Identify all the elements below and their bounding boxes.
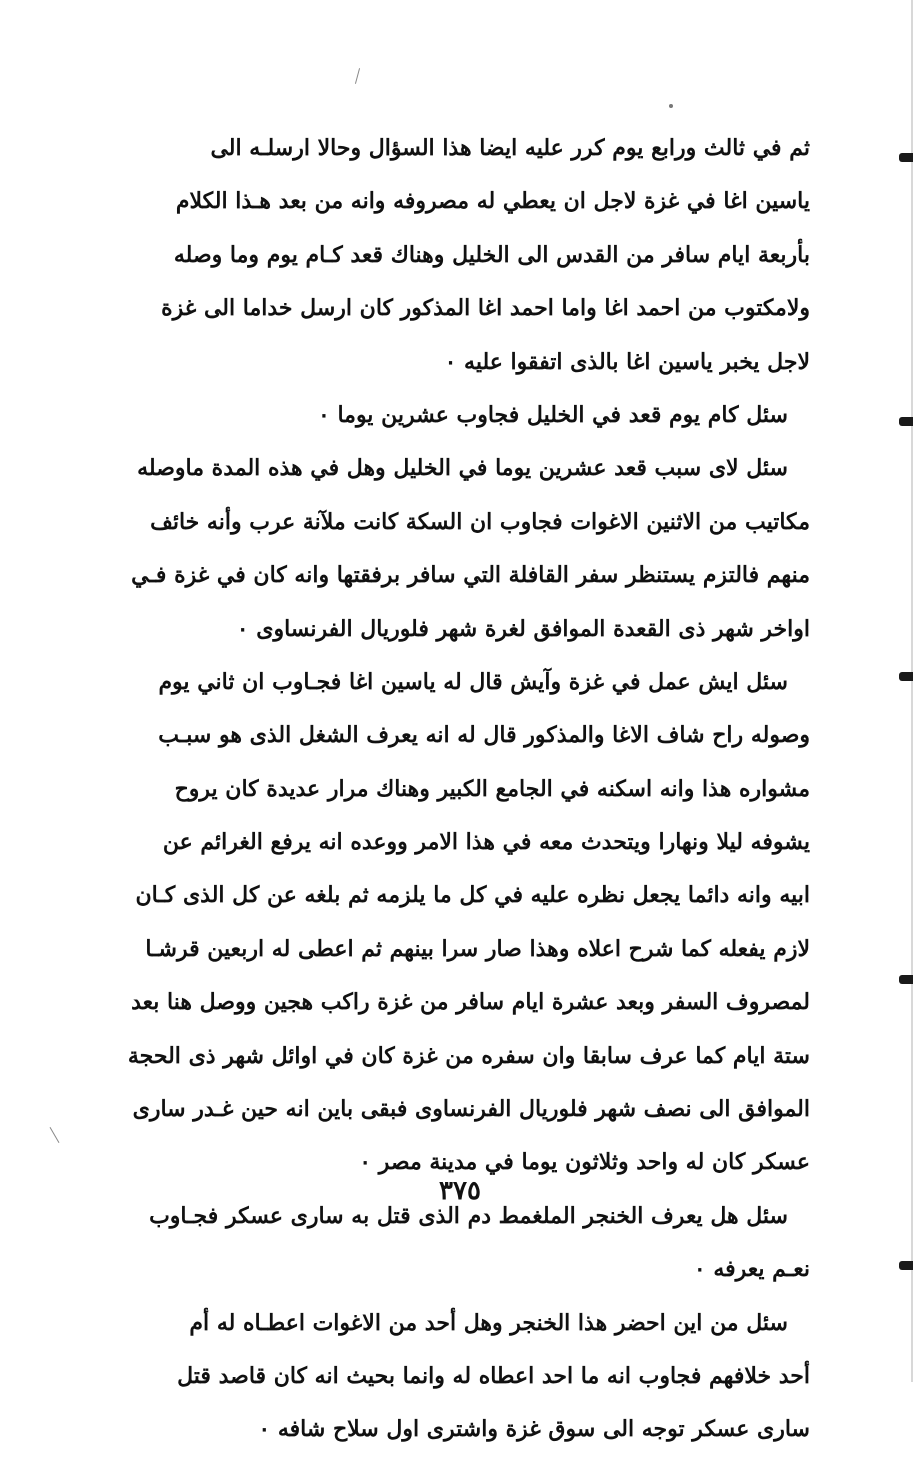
margin-mark (899, 975, 913, 984)
text-line: سئل ايش عمل في غزة وآيش قال له ياسين اغا فجـاوب ان ثاني يوم (158, 668, 788, 695)
margin-mark (899, 417, 913, 426)
text-line: وصوله راح شاف الاغا والمذكور قال له انه يعرف الشغل الذى هو سبـب (158, 722, 810, 749)
page-number: ٣٧٥ (439, 1176, 481, 1206)
text-line: الموافق الى نصف شهر فلوريال الفرنساوى فبقى باين انه حين غـدر سارى (132, 1096, 810, 1123)
scan-stroke (355, 68, 360, 84)
text-line: ثم في ثالث ورابع يوم كرر عليه ايضا هذا السؤال وحالا ارسلـه الى (210, 135, 810, 161)
margin-mark (899, 1261, 913, 1270)
text-line: لاجل يخبر ياسين اغا بالذى اتفقوا عليه ٠ (444, 348, 810, 375)
text-line: عسكر كان له واحد وثلاثون يوما في مدينة مصر ٠ (359, 1149, 810, 1176)
text-line: سئل لاى سبب قعد عشرين يوما في الخليل وهل في هذه المدة ماوصله (137, 455, 788, 482)
text-line: منهم فالتزم يستنظر سفر القافلة التي سافر برفقتها وانه كان في غزة فـي (131, 562, 810, 589)
text-line: سئل من اين احضر هذا الخنجر وهل أحد من الاغوات اعطـاه له أم (189, 1309, 788, 1336)
text-line: مشواره هذا وانه اسكنه في الجامع الكبير وهناك مرار عديدة كان يروح (174, 775, 810, 802)
text-line: لازم يفعله كما شرح اعلاه وهذا صار سرا بينهم ثم اعطى له اربعين قرشـا (145, 935, 810, 962)
scan-stroke (50, 1127, 60, 1143)
text-line: سارى عسكر توجه الى سوق غزة واشترى اول سلاح شافه ٠ (258, 1416, 810, 1443)
text-line: ولامكتوب من احمد اغا واما احمد اغا المذكور كان ارسل خداما الى غزة (161, 295, 810, 322)
text-line: ابيه وانه دائما يجعل نظره عليه في كل ما يلزمه ثم بلغه عن كل الذى كـان (135, 882, 810, 909)
text-line: أحد خلافهم فجاوب انه ما احد اعطاه له وانما بحيث انه كان قاصد قتل (177, 1362, 810, 1389)
ink-speck (669, 104, 673, 108)
text-line: نعـم يعرفه ٠ (693, 1256, 810, 1283)
text-line: سئل كام يوم قعد في الخليل فجاوب عشرين يوما ٠ (317, 401, 788, 428)
margin-mark (899, 153, 913, 162)
text-line: ستة ايام كما عرف سابقا وان سفره من غزة كان في اوائل شهر ذى الحجة (128, 1042, 810, 1069)
margin-mark (899, 672, 913, 681)
text-line: سئل هل يعرف الخنجر الملغمط دم الذى قتل به سارى عسكر فجـاوب (149, 1202, 788, 1229)
body-text (128, 122, 810, 1457)
text-line: يشوفه ليلا ونهارا ويتحدث معه في هذا الامر ووعده انه يرفع الغرائم عن (162, 829, 810, 856)
text-line: بأربعة ايام سافر من القدس الى الخليل وهناك قعد كـام يوم وما وصله (173, 241, 810, 268)
text-line: اواخر شهر ذى القعدة الموافق لغرة شهر فلوريال الفرنساوى ٠ (236, 615, 810, 642)
text-line: ياسين اغا في غزة لاجل ان يعطي له مصروفه وانه من بعد هـذا الكلام (175, 188, 810, 215)
text-line: لمصروف السفر وبعد عشرة ايام سافر من غزة راكب هجين ووصل هنا بعد (131, 989, 810, 1016)
text-line: مكاتيب من الاثنين الاغوات فجاوب ان السكة كانت ملآنة عرب وأنه خائف (150, 508, 810, 535)
